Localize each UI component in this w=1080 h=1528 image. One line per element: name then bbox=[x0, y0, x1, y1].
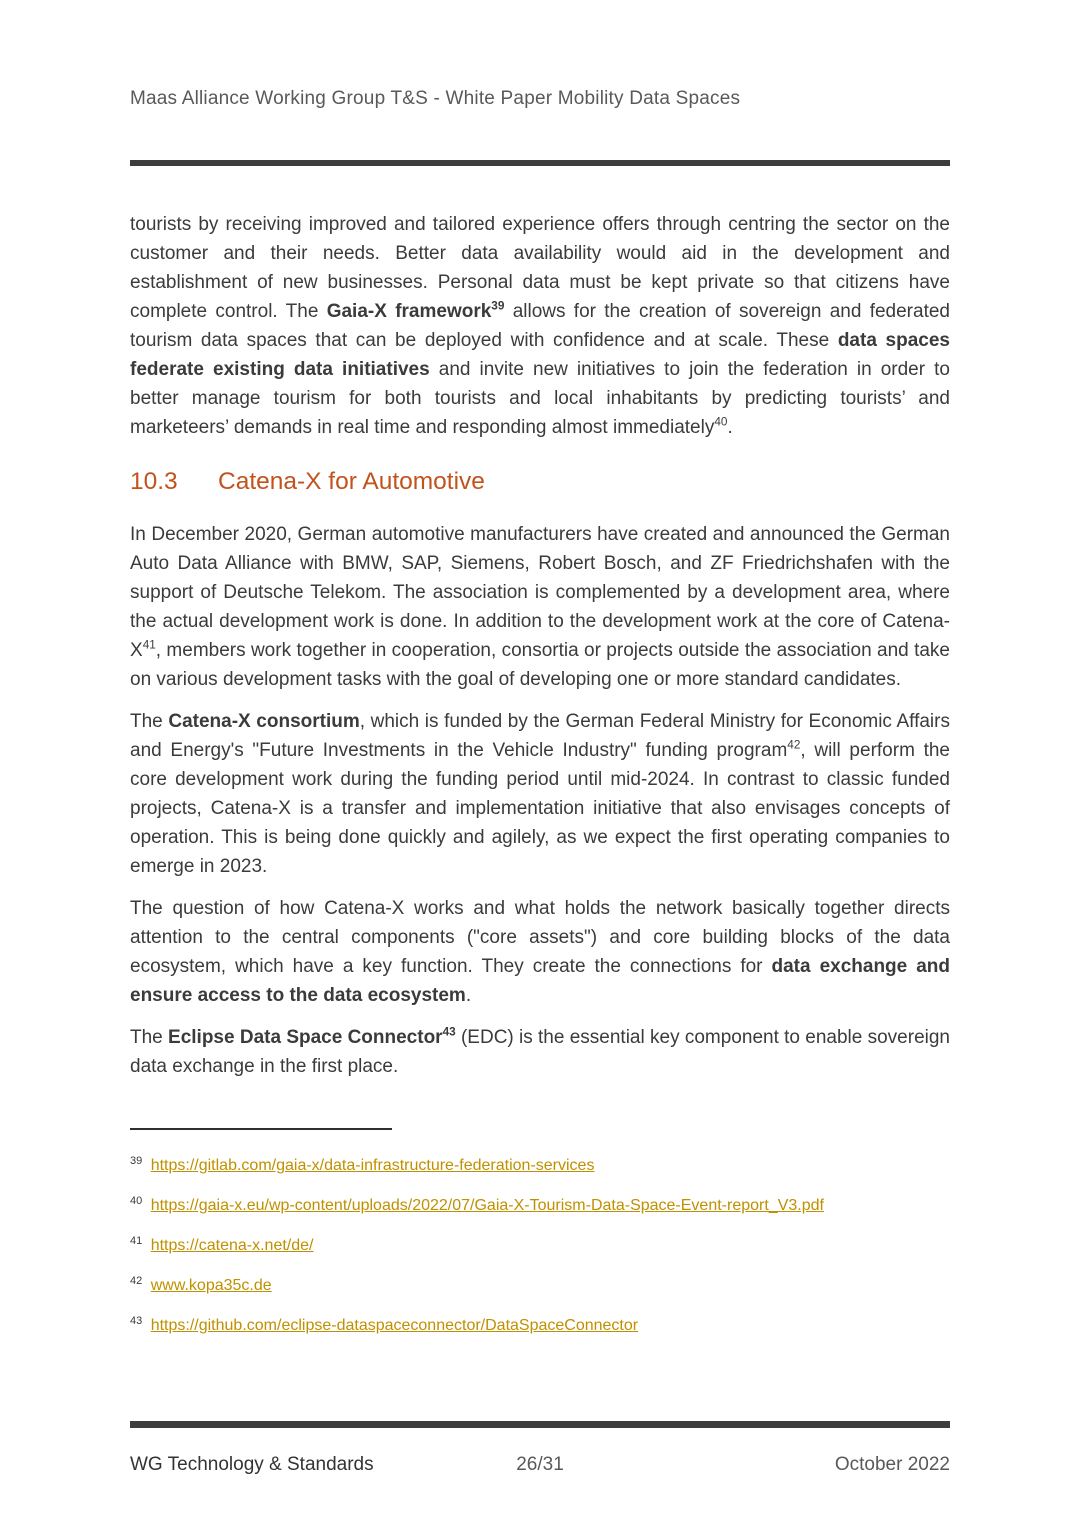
footnote-number: 39 bbox=[130, 1154, 143, 1167]
footnote-link[interactable]: www.kopa35c.de bbox=[150, 1277, 272, 1294]
footnote-number: 43 bbox=[130, 1314, 143, 1327]
footnote bbox=[130, 1236, 950, 1256]
footer-row bbox=[130, 1454, 950, 1476]
footnote-number: 41 bbox=[130, 1234, 143, 1247]
paragraph: The Catena-X consortium, which is funded by the German Federal Ministry for Economic Affairs and Energy's "Future Investments in the Vehicle Industry" funding program$^{42}$, will perform the core development work during the funding period until mid-2024. In contrast to classic funded projects, Catena-X is a transfer and implementation initiative that also envisages concepts of operation. This is being done quickly and agilely, as we expect the first operating companies to emerge in 2023. bbox=[130, 711, 951, 877]
header-title: Maas Alliance Working Group T&S - White Paper Mobility Data Spaces bbox=[130, 88, 741, 109]
footnote bbox=[130, 1276, 950, 1296]
footer-date: October 2022 bbox=[834, 1454, 950, 1475]
footnote bbox=[130, 1156, 950, 1176]
page-header bbox=[130, 88, 950, 166]
footnote-list bbox=[130, 1156, 950, 1336]
section-heading bbox=[130, 468, 950, 496]
footnote-link[interactable]: https://catena-x.net/de/ bbox=[150, 1237, 314, 1254]
header-rule bbox=[130, 160, 950, 166]
paragraph: tourists by receiving improved and tailored experience offers through centring the sector on the customer and their needs. Better data availability would aid in the development and establishment of new businesses. Personal data must be kept private so that citizens have complete control. The Gaia-X framework$^{39}$ allows for the creation of sovereign and federated tourism data spaces that can be deployed with confidence and at scale. These data spaces federate existing data initiatives and invite new initiatives to join the federation in order to better manage tourism for both tourists and local inhabitants by predicting tourists’ and marketeers’ demands in real time and responding almost immediately$^{40}$. bbox=[130, 214, 951, 438]
footnote-link[interactable]: https://gitlab.com/gaia-x/data-infrastructure-federation-services bbox=[150, 1157, 595, 1174]
footnote bbox=[130, 1316, 950, 1336]
footnote-separator bbox=[130, 1128, 392, 1130]
section-number: 10.3 bbox=[130, 468, 178, 495]
footnote-link[interactable]: https://github.com/eclipse-dataspaceconnector/DataSpaceConnector bbox=[150, 1317, 639, 1334]
document-body bbox=[130, 210, 950, 1094]
paragraph: The Eclipse Data Space Connector$^{43}$ (EDC) is the essential key component to enable sovereign data exchange in the first place. bbox=[130, 1025, 950, 1077]
footnote-number: 40 bbox=[130, 1194, 143, 1207]
paragraph: In December 2020, German automotive manufacturers have created and announced the German Auto Data Alliance with BMW, SAP, Siemens, Robert Bosch, and ZF Friedrichshafen with the support of Deutsche Telekom. The association is complemented by a development area, where the actual development work is done. In addition to the development work at the core of Catena-$X^{41}$, members work together in cooperation, consortia or projects outside the association and take on various development tasks with the goal of developing one or more standard candidates. bbox=[130, 524, 950, 690]
footer-left-text: WG Technology & Standards bbox=[130, 1454, 374, 1475]
paragraph: The question of how Catena-X works and what holds the network basically together directs attention to the central components ("core assets") and core building blocks of the data ecosystem, which have a key function. They create the connections for data exchange and ensure access to the data ecosystem. bbox=[130, 898, 950, 1006]
footnote-number: 42 bbox=[130, 1274, 143, 1287]
footnote bbox=[130, 1196, 950, 1216]
section-title: Catena-X for Automotive bbox=[218, 468, 485, 495]
footnotes-section bbox=[130, 1128, 950, 1356]
footer-page-number: 26/31 bbox=[516, 1454, 564, 1475]
footer-rule bbox=[130, 1421, 950, 1428]
page-footer bbox=[130, 1421, 950, 1528]
footnote-link[interactable]: https://gaia-x.eu/wp-content/uploads/2022/07/Gaia-X-Tourism-Data-Space-Event-report_V3.pdf bbox=[150, 1197, 824, 1214]
